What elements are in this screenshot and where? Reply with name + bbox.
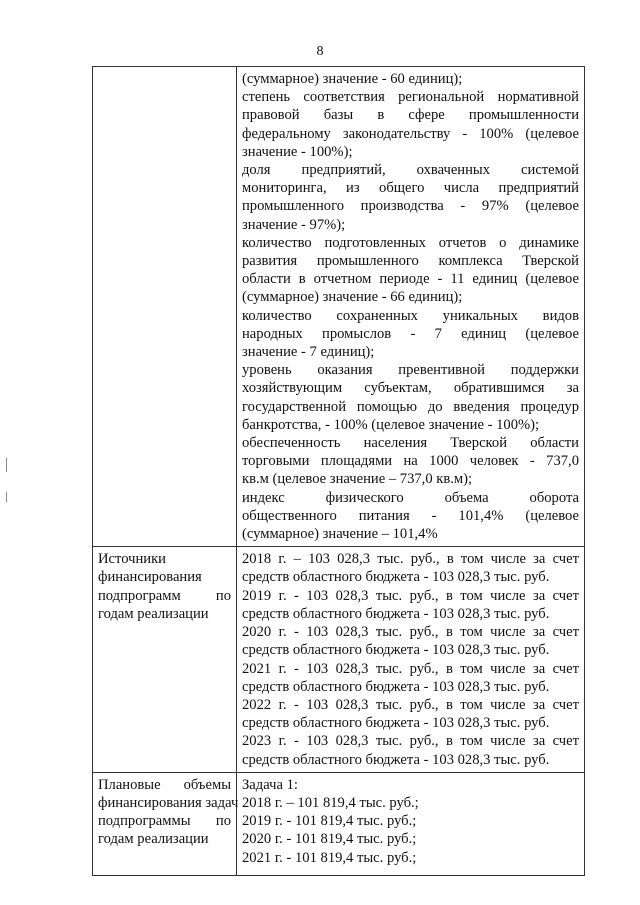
indicator-line: торговыми площадями на 1000 человек - 737,0	[242, 453, 579, 470]
planned-cell	[237, 772, 585, 875]
indicator-line: общественного питания - 101,4% (целевое	[242, 507, 579, 524]
sources-line: 2019 г. - 103 028,3 тыс. руб., в том числе за счет	[242, 587, 579, 604]
margin-mark	[6, 458, 7, 472]
indicator-line: количество подготовленных отчетов о динамике	[242, 234, 579, 251]
indicator-line: (суммарное) значение - 60 единиц);	[242, 71, 463, 87]
indicator-line: области в отчетном периоде - 11 единиц (целевое	[242, 271, 579, 288]
indicator-line: доля предприятий, охваченных системой	[242, 162, 579, 179]
sources-line: средств областного бюджета - 103 028,3 тыс. руб.	[242, 569, 550, 586]
indicator-line: правовой базы в сфере промышленности	[242, 107, 579, 124]
sources-line: средств областного бюджета - 103 028,3 тыс. руб.	[242, 678, 550, 695]
indicator-line: федеральному законодательству - 100% (целевое	[242, 125, 579, 142]
sources-label-line: подпрограмм по	[98, 587, 231, 604]
sources-line: 2023 г. - 103 028,3 тыс. руб., в том числе за счет	[242, 733, 579, 750]
indicator-line: количество сохраненных уникальных видов	[242, 307, 579, 324]
sources-label-line: финансирования	[98, 569, 202, 586]
planned-label-line: годам реализации	[98, 831, 209, 848]
sources-label-line: годам реализации	[98, 605, 209, 622]
margin-mark	[6, 492, 7, 502]
sources-row	[93, 547, 585, 772]
planned-line: 2021 г. - 101 819,4 тыс. руб.;	[242, 849, 417, 866]
indicator-line: промышленного производства - 97% (целевое	[242, 198, 579, 215]
indicator-line: развития промышленного комплекса Тверской	[242, 253, 579, 270]
indicators-label-cell	[93, 67, 237, 547]
indicator-line: уровень оказания превентивной поддержки	[242, 362, 579, 379]
sources-line: средств областного бюджета - 103 028,3 тыс. руб.	[242, 642, 550, 659]
planned-line: 2018 г. – 101 819,4 тыс. руб.;	[242, 794, 419, 811]
sources-cell	[237, 547, 585, 772]
indicator-line: значение - 97%);	[242, 216, 346, 233]
sources-line: 2018 г. – 103 028,3 тыс. руб., в том числе за счет	[242, 551, 579, 568]
indicator-line: мониторинга, из общего числа предприятий	[242, 180, 579, 197]
indicators-row	[93, 67, 585, 547]
planned-label-line: подпрограммы по	[98, 813, 231, 830]
planned-label-cell	[93, 772, 237, 875]
indicator-line: хозяйствующим субъектам, обратившимся за	[242, 380, 579, 397]
indicator-line: государственной помощью до введения процедур	[242, 398, 579, 415]
indicator-line: (суммарное) значение - 66 единиц);	[242, 289, 463, 306]
sources-line: 2022 г. - 103 028,3 тыс. руб., в том числе за счет	[242, 696, 579, 713]
sources-label-cell	[93, 547, 237, 772]
indicator-line: народных промыслов - 7 единиц (целевое	[242, 325, 579, 342]
sources-line: средств областного бюджета - 103 028,3 тыс. руб.	[242, 715, 550, 732]
planned-label-line: финансирования задач	[98, 794, 239, 811]
sources-label-line: Источники	[98, 551, 166, 568]
planned-line: 2019 г. - 101 819,4 тыс. руб.;	[242, 813, 417, 830]
indicator-line: (суммарное) значение – 101,4%	[242, 526, 438, 543]
indicator-line: банкротства, - 100% (целевое значение - 100%);	[242, 416, 540, 433]
planned-row	[93, 772, 585, 875]
sources-line: средств областного бюджета - 103 028,3 тыс. руб.	[242, 751, 550, 768]
indicator-line: значение - 7 единиц);	[242, 344, 375, 361]
indicator-line: кв.м (целевое значение – 737,0 кв.м);	[242, 471, 473, 488]
planned-line: Задача 1:	[242, 776, 298, 793]
sources-line: средств областного бюджета - 103 028,3 тыс. руб.	[242, 605, 550, 622]
passport-table	[92, 66, 585, 876]
page-number: 8	[316, 44, 324, 59]
planned-line: 2020 г. - 101 819,4 тыс. руб.;	[242, 831, 417, 848]
indicator-line: значение - 100%);	[242, 143, 353, 160]
indicator-line: индекс физического объема оборота	[242, 489, 579, 506]
indicator-line: степень соответствия региональной нормативной	[242, 89, 579, 106]
indicator-line: обеспеченность населения Тверской области	[242, 435, 579, 452]
sources-line: 2020 г. - 103 028,3 тыс. руб., в том числе за счет	[242, 624, 579, 641]
planned-label-line: Плановые объемы	[98, 776, 231, 793]
indicators-cell	[237, 67, 585, 547]
sources-line: 2021 г. - 103 028,3 тыс. руб., в том числе за счет	[242, 660, 579, 677]
